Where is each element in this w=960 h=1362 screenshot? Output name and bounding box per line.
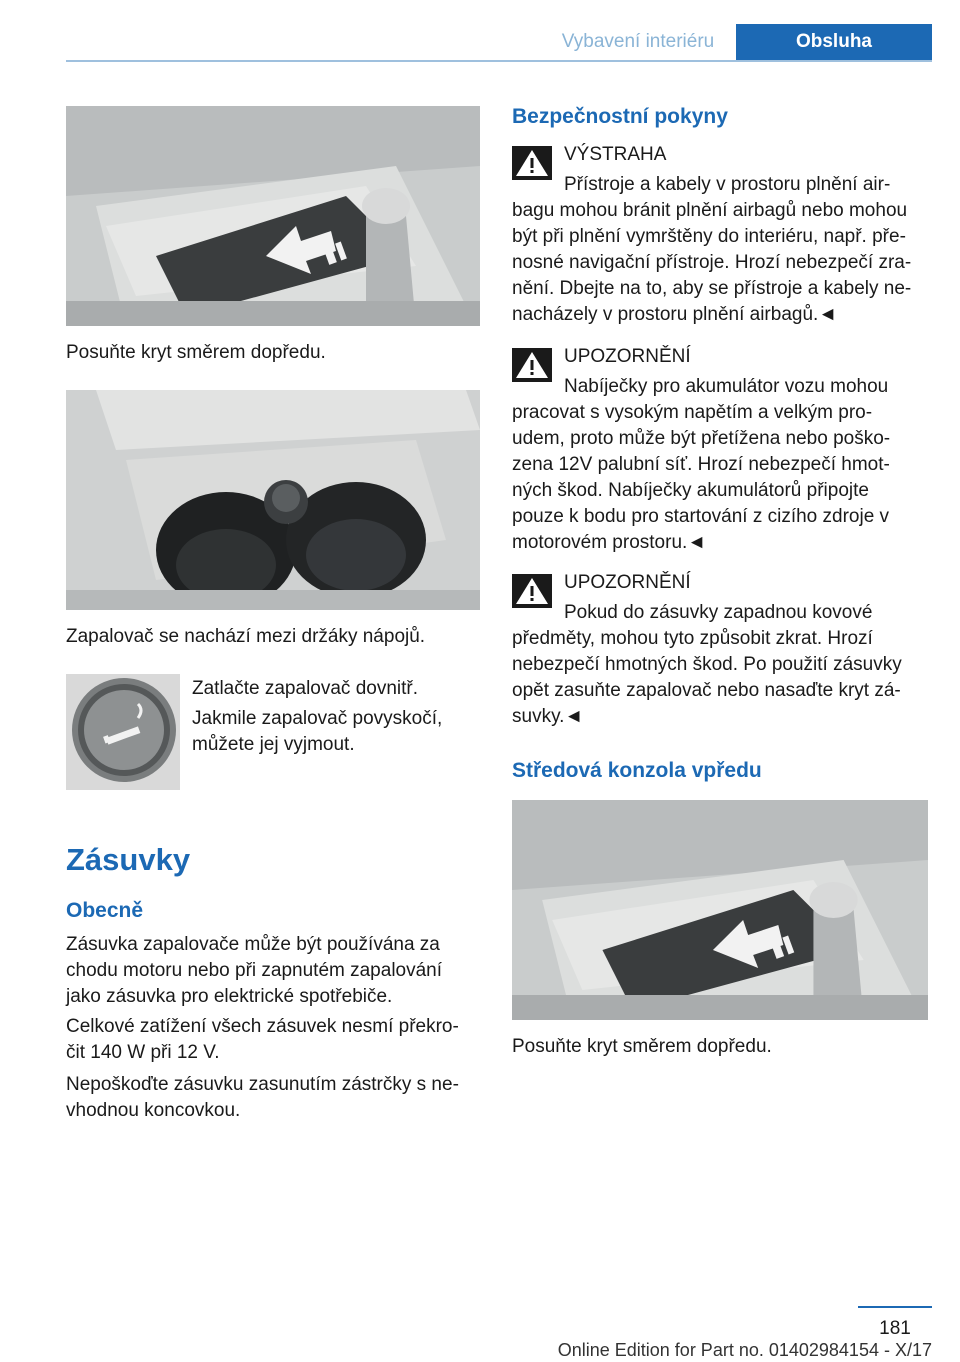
- footer-edition: Online Edition for Part no. 01402984154 - X/17: [557, 1340, 932, 1360]
- warning-line: motorovém prostoru.◄: [512, 532, 707, 553]
- photo-console-cover: [66, 106, 480, 326]
- warning-2-first-line: Nabíječky pro akumulátor vozu mohou: [564, 376, 889, 397]
- warning-line: zena 12V palubní síť. Hrozí nebezpečí hmot‐: [512, 454, 890, 475]
- heading-bezpecnostni-pokyny: Bezpečnostní pokyny: [512, 105, 728, 128]
- paragraph-line: vhodnou koncovkou.: [66, 1100, 241, 1121]
- warning-line: suvky.◄: [512, 706, 584, 727]
- warning-2-title: UPOZORNĚNÍ: [564, 346, 691, 367]
- photo-cupholders: [66, 390, 480, 610]
- subheading-stredova-konzola: Středová konzola vpředu: [512, 759, 762, 782]
- warning-line: opět zasuňte zapalovač nebo nasaďte kryt zá‐: [512, 680, 901, 701]
- warning-1-first-line: Přístroje a kabely v prostoru plnění air‐: [564, 174, 891, 195]
- warning-line: nosné navigační přístroje. Hrozí nebezpečí zra‐: [512, 252, 912, 273]
- warning-line: pouze k bodu pro startování z cizího zdroje v: [512, 506, 890, 527]
- header-divider: [66, 60, 932, 62]
- warning-line: pracovat s vysokým napětím a velkým pro‐: [512, 402, 873, 423]
- warning-line: udem, proto může být přetížena nebo poško‐: [512, 428, 891, 449]
- paragraph-line: čit 140 W při 12 V.: [66, 1042, 220, 1063]
- paragraph-line: Celkové zatížení všech zásuvek nesmí překro‐: [66, 1016, 459, 1037]
- warning-line: nění. Dbejte na to, aby se přístroje a kabely ne‐: [512, 278, 912, 299]
- paragraph-line: chodu motoru nebo při zapnutém zapalování: [66, 960, 443, 981]
- photo-front-console-cover: [512, 800, 928, 1020]
- photo-lighter-button: [66, 674, 180, 790]
- warning-line: ných škod. Nabíječky akumulátorů připojte: [512, 480, 869, 501]
- warning-3-title: UPOZORNĚNÍ: [564, 572, 691, 593]
- caption-cover: Posuňte kryt směrem dopředu.: [66, 342, 326, 363]
- lighter-instruction-2-line1: Jakmile zapalovač povyskočí,: [192, 708, 443, 729]
- paragraph-load: [66, 1014, 459, 1066]
- subheading-obecne: Obecně: [66, 899, 144, 922]
- warning-line: nebezpečí hmotných škod. Po použití zásuvky: [512, 654, 902, 675]
- paragraph-general: [66, 932, 442, 1010]
- tab-obsluha[interactable]: Obsluha: [736, 24, 932, 60]
- lighter-instruction-2: [192, 706, 442, 758]
- page-number: 181: [879, 1318, 911, 1339]
- heading-zasuvky: Zásuvky: [66, 842, 191, 877]
- lighter-instruction-2-line2: můžete jej vyjmout.: [192, 734, 355, 755]
- tab-vybaveni-interieru[interactable]: Vybavení interiéru: [561, 31, 715, 52]
- warning-3-body: [512, 626, 902, 730]
- warning-icon: [512, 348, 552, 382]
- lighter-instruction-1: Zatlačte zapalovač dovnitř.: [192, 678, 419, 699]
- footer-divider: [858, 1306, 932, 1308]
- warning-3-first-line: Pokud do zásuvky zapadnou kovové: [564, 602, 873, 623]
- warning-1-body: [512, 198, 911, 328]
- warning-line: nacházely v prostoru plnění airbagů.◄: [512, 304, 838, 325]
- warning-line: být při plnění vymrštěny do interiéru, např. pře‐: [512, 226, 906, 247]
- paragraph-damage: [66, 1072, 459, 1124]
- caption-cupholders: Zapalovač se nachází mezi držáky nápojů.: [66, 626, 426, 647]
- paragraph-line: jako zásuvka pro elektrické spotřebiče.: [66, 986, 393, 1007]
- warning-1-title: VÝSTRAHA: [564, 144, 667, 165]
- paragraph-line: Nepoškoďte zásuvku zasunutím zástrčky s ne‐: [66, 1074, 459, 1095]
- warning-line: bagu mohou bránit plnění airbagů nebo mohou: [512, 200, 908, 221]
- caption-front-cover: Posuňte kryt směrem dopředu.: [512, 1036, 772, 1057]
- warning-line: předměty, mohou tyto způsobit zkrat. Hrozí: [512, 628, 873, 649]
- warning-icon: [512, 146, 552, 180]
- warning-icon: [512, 574, 552, 608]
- paragraph-line: Zásuvka zapalovače může být používána za: [66, 934, 440, 955]
- warning-2-body: [512, 400, 890, 556]
